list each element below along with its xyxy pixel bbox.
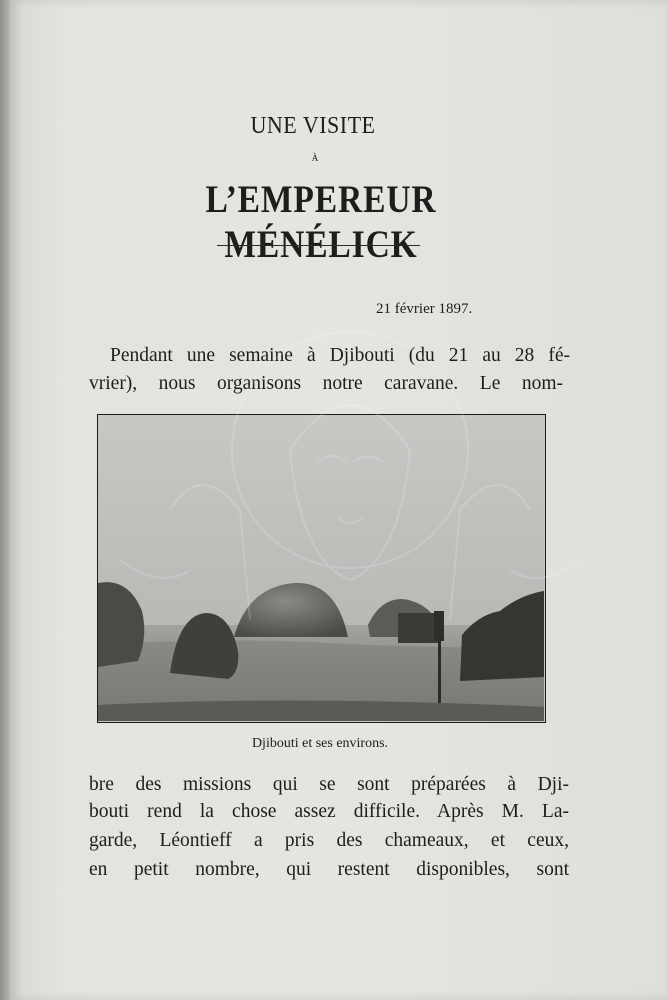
- heading-title: L’EMPEREUR MÉNÉLICK: [205, 178, 437, 266]
- heading-line-1: UNE VISITE: [250, 113, 376, 139]
- paragraph-line: en petit nombre, qui restent disponibles, sont: [89, 859, 569, 880]
- paragraph-line: bouti rend la chose assez difficile. Après M. La-: [89, 801, 569, 822]
- paragraph-line: garde, Léontieff a pris des chameaux, et ceux,: [89, 830, 569, 851]
- paragraph-line: bre des missions qui se sont préparées à Dji-: [89, 774, 569, 795]
- photo-illustration: [98, 415, 544, 721]
- paragraph-line: vrier), nous organisons notre caravane. Le nom-: [89, 373, 563, 394]
- document-page: [10, 0, 667, 1000]
- heading-connector: À: [311, 153, 319, 163]
- heading-rule: [217, 245, 420, 246]
- entry-date: 21 février 1897.: [376, 301, 473, 317]
- paragraph-line: Pendant une semaine à Djibouti (du 21 au 28 fé-: [110, 345, 570, 366]
- page-edge: [0, 0, 10, 1000]
- figure-caption: Djibouti et ses environs.: [251, 736, 389, 751]
- djibouti-photograph: [97, 414, 546, 723]
